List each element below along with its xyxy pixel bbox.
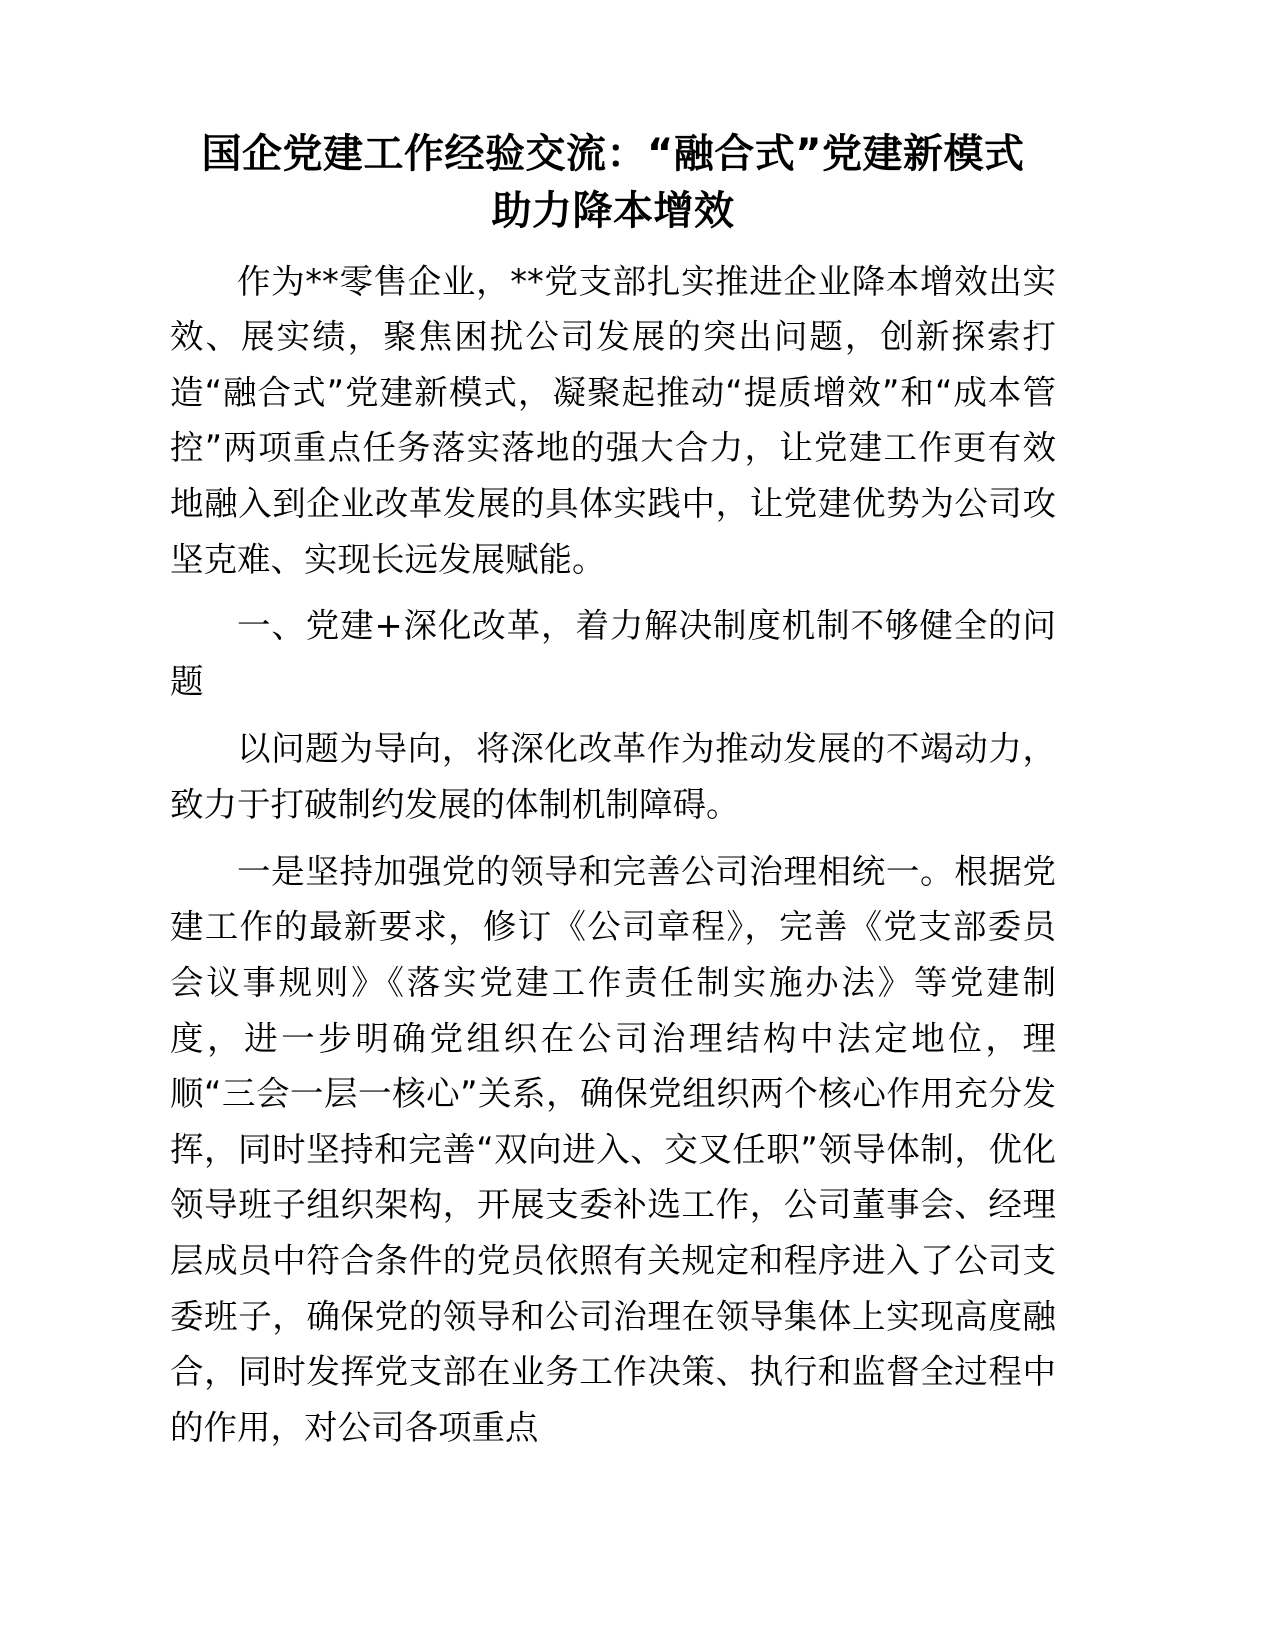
section-heading-one: 一、党建+深化改革，着力解决制度机制不够健全的问题: [170, 606, 1056, 701]
document-content: [170, 126, 1056, 1455]
paragraph-section-one-lead: 以问题为导向，将深化改革作为推动发展的不竭动力，致力于打破制约发展的体制机制障碍。: [170, 729, 1056, 825]
paragraph-point-one: 一是坚持加强党的领导和完善公司治理相统一。根据党建工作的最新要求，修订《公司章程》，完善《党支部委员会议事规则》《落实党建工作责任制实施办法》等党建制度，进一步明确党组织在公司治理结构中法定地位，理顺“三会一层一核心”关系，确保党组织两个核心作用充分发挥，同时坚持和完善“双向进入、交叉任职”领导体制，优化领导班子组织架构，开展支委补选工作，公司董事会、经理层成员中符合条件的党员依照有关规定和程序进入了公司支委班子，确保党的领导和公司治理在领导集体上实现高度融合，同时发挥党支部在业务工作决策、执行和监督全过程中的作用，对公司各项重点: [170, 851, 1056, 1447]
paragraph-intro: 作为**零售企业，**党支部扎实推进企业降本增效出实效、展实绩，聚焦困扰公司发展的突出问题，创新探索打造“融合式”党建新模式，凝聚起推动“提质增效”和“成本管控”两项重点任务落实落地的强大合力，让党建工作更有效地融入到企业改革发展的具体实践中，让党建优势为公司攻坚克难、实现长远发展赋能。: [170, 261, 1056, 579]
page-title: 国企党建工作经验交流：“融合式”党建新模式助力降本增效: [201, 131, 1025, 234]
